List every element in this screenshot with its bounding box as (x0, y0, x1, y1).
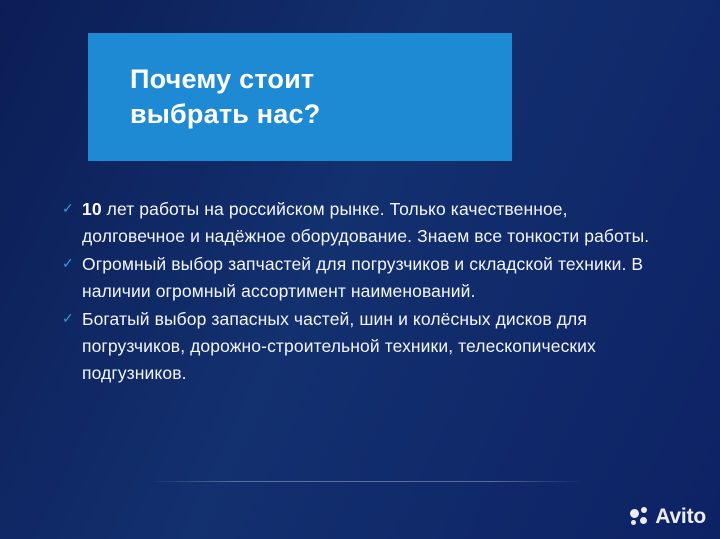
list-item (62, 306, 672, 386)
list-item-body: Огромный выбор запчастей для погрузчиков и складской техники. В наличии огромный ассортимент наименований. (82, 254, 644, 301)
list-item-body: лет работы на российском рынке. Только качественное, долговечное и надёжное оборудование. Знаем все тонкости работы. (82, 199, 650, 246)
list-item-text (82, 196, 672, 249)
bullet-list (62, 196, 672, 388)
avito-watermark (630, 505, 706, 529)
check-icon: ✓ (62, 200, 74, 216)
avito-logo-icon (630, 507, 650, 527)
check-icon: ✓ (62, 255, 74, 272)
divider (152, 481, 580, 482)
title-banner (88, 33, 512, 161)
list-item (62, 251, 672, 304)
list-item-lead: 10 (82, 199, 102, 219)
page-title-line-1: Почему стоит (130, 64, 315, 95)
check-icon: ✓ (62, 310, 74, 327)
page-title-line-2: выбрать нас? (130, 99, 321, 129)
list-item-text (82, 251, 672, 304)
list-item-text (82, 306, 672, 386)
avito-wordmark: Avito (655, 505, 706, 528)
list-item (62, 196, 672, 249)
list-item-body: Богатый выбор запасных частей, шин и колёсных дисков для погрузчиков, дорожно-строительной техники, телескопических подгузников. (82, 309, 596, 383)
